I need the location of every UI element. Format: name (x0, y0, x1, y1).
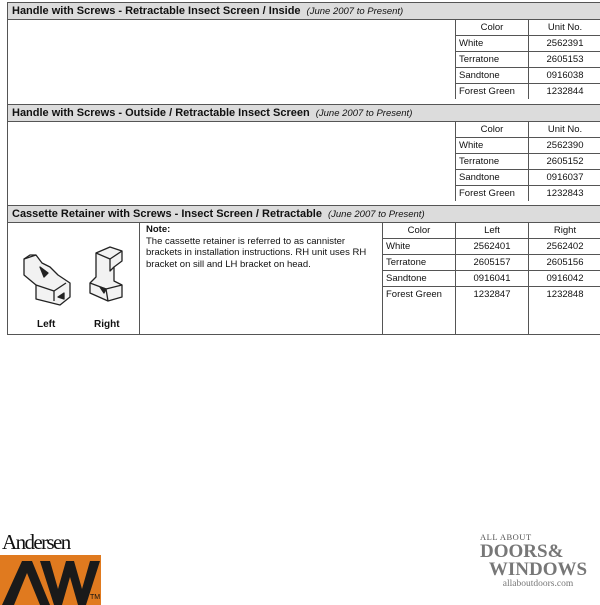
note-text: The cassette retainer is referred to as cannister brackets in installation instructions. RH unit uses RH bracket on sill and LH bracket on head. (146, 236, 380, 271)
left-bracket-icon (24, 255, 70, 305)
col-header-color: Color (456, 20, 529, 36)
cell-right: 2562402 (529, 239, 600, 255)
section-date: (June 2007 to Present) (316, 108, 413, 119)
parts-table (382, 223, 600, 335)
andersen-wordmark: Andersen (2, 530, 70, 555)
cell-color: Sandtone (456, 68, 529, 84)
aad-line1: ALL ABOUT (476, 532, 600, 542)
note-title: Note: (146, 224, 380, 236)
table-row (456, 170, 600, 186)
cell-color: Forest Green (456, 186, 529, 202)
section-date: (June 2007 to Present) (307, 6, 404, 17)
table-row (383, 287, 600, 336)
table-row (456, 138, 600, 154)
aad-line2: DOORS& (476, 542, 600, 561)
andersen-aw-mark-icon (0, 555, 101, 605)
cell-color: Terratone (456, 52, 529, 68)
col-header-right: Right (529, 223, 600, 239)
section-date: (June 2007 to Present) (328, 209, 425, 220)
section-body-inside-handle (8, 20, 600, 105)
cell-unit-no: 2605152 (529, 154, 600, 170)
col-header-left: Left (456, 223, 529, 239)
col-header-color: Color (456, 122, 529, 138)
cell-unit-no: 1232844 (529, 84, 600, 100)
cell-right: 1232848 (529, 287, 600, 336)
table-header-row (456, 122, 600, 138)
cell-right: 2605156 (529, 255, 600, 271)
cell-unit-no: 0916037 (529, 170, 600, 186)
cell-left: 2562401 (456, 239, 529, 255)
cell-unit-no: 2562391 (529, 36, 600, 52)
cell-right: 0916042 (529, 271, 600, 287)
table-header-row (456, 20, 600, 36)
left-bracket-label: Left (37, 319, 55, 330)
table-row (456, 68, 600, 84)
col-header-unit-no: Unit No. (529, 122, 600, 138)
section-header-outside-handle (8, 105, 600, 122)
col-header-color: Color (383, 223, 456, 239)
table-row (456, 186, 600, 202)
cell-unit-no: 2605153 (529, 52, 600, 68)
col-header-unit-no: Unit No. (529, 20, 600, 36)
section-header-inside-handle (8, 3, 600, 20)
cell-unit-no: 2562390 (529, 138, 600, 154)
cell-color: Forest Green (456, 84, 529, 100)
table-row (456, 36, 600, 52)
cassette-retainer-diagram (10, 237, 138, 333)
section-title: Cassette Retainer with Screws - Insect Screen / Retractable (12, 208, 322, 220)
cell-left: 1232847 (456, 287, 529, 336)
parts-table (455, 122, 600, 201)
parts-table (455, 20, 600, 99)
cell-color: White (456, 138, 529, 154)
parts-sheet (7, 2, 600, 335)
table-header-row (383, 223, 600, 239)
table-row (383, 271, 600, 287)
cell-color: Sandtone (456, 170, 529, 186)
cell-color: White (383, 239, 456, 255)
aad-url: allaboutdoors.com (476, 579, 600, 589)
cell-color: Terratone (456, 154, 529, 170)
right-bracket-icon (90, 247, 122, 301)
aad-line3: WINDOWS (476, 561, 600, 579)
cell-left: 2605157 (456, 255, 529, 271)
cell-left: 0916041 (456, 271, 529, 287)
note-block (146, 224, 380, 270)
table-row (383, 239, 600, 255)
section-title: Handle with Screws - Retractable Insect Screen / Inside (12, 5, 301, 17)
table-row (456, 154, 600, 170)
cell-color: Terratone (383, 255, 456, 271)
cell-unit-no: 1232843 (529, 186, 600, 202)
cell-color: White (456, 36, 529, 52)
cell-color: Forest Green (383, 287, 456, 336)
bracket-illustration (10, 237, 138, 317)
section-body-outside-handle (8, 122, 600, 206)
table-row (456, 52, 600, 68)
section-body-cassette-retainer (8, 223, 600, 335)
allaboutdoors-logo (476, 532, 600, 600)
andersen-logo (0, 530, 110, 600)
cell-color: Sandtone (383, 271, 456, 287)
section-header-cassette-retainer (8, 206, 600, 223)
right-bracket-label: Right (94, 319, 120, 330)
andersen-tm: TM (90, 594, 100, 601)
table-row (456, 84, 600, 100)
column-divider (139, 223, 140, 334)
cell-unit-no: 0916038 (529, 68, 600, 84)
section-title: Handle with Screws - Outside / Retractable Insect Screen (12, 107, 310, 119)
table-row (383, 255, 600, 271)
